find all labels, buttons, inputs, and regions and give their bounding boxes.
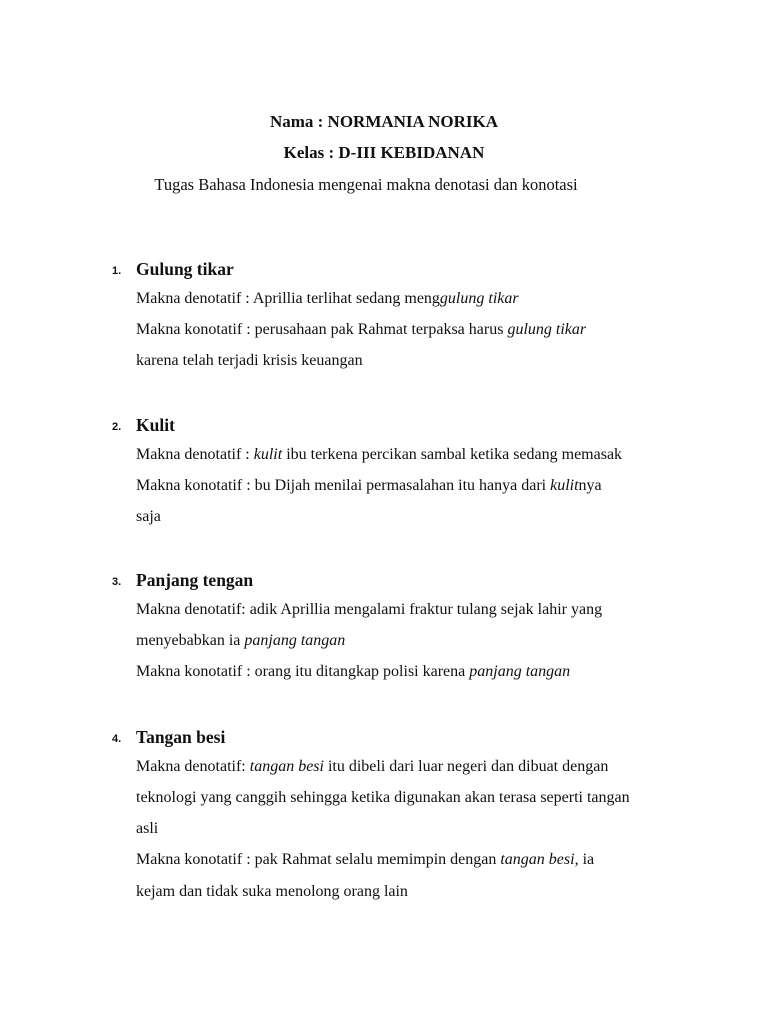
text: kejam dan tidak suka menolong orang lain [136, 883, 408, 900]
text: karena telah terjadi krisis keuangan [136, 352, 363, 369]
text: Makna konotatif : bu Dijah menilai permasalahan itu hanya dari [136, 477, 551, 494]
student-name: Nama : NORMANIA NORIKA [269, 112, 499, 131]
italic-term: gulung tikar [507, 321, 587, 338]
item-number: 1. [112, 265, 122, 277]
italic-term: panjang tangan [469, 663, 571, 680]
text: teknologi yang canggih sehingga ketika digunakan akan terasa seperti tangan [136, 789, 630, 806]
item-number: 3. [112, 576, 122, 588]
connotative-line-cont [136, 883, 408, 901]
item-title: Kulit [136, 415, 175, 435]
text: Makna konotatif : perusahaan pak Rahmat terpaksa harus [136, 321, 508, 338]
italic-term: tangan besi, [500, 851, 579, 868]
assignment-subtitle: Tugas Bahasa Indonesia mengenai makna denotasi dan konotasi [154, 175, 578, 194]
italic-term: kulit [253, 446, 283, 463]
denotative-line-cont [136, 820, 158, 838]
text: nya [578, 477, 602, 494]
text: Makna denotatif: adik Aprillia mengalami fraktur tulang sejak lahir yang [136, 601, 603, 618]
italic-term: tangan besi [249, 758, 324, 775]
connotative-line [136, 477, 602, 495]
text: Makna konotatif : orang itu ditangkap polisi karena [136, 663, 470, 680]
connotative-line-cont [136, 508, 161, 526]
item-title: Gulung tikar [136, 259, 234, 279]
text: Makna denotatif : [136, 446, 254, 463]
text: Makna denotatif: [136, 758, 250, 775]
denotative-line [136, 758, 608, 776]
text: saja [136, 508, 161, 525]
italic-term: panjang tangan [244, 632, 346, 649]
denotative-line [136, 601, 602, 619]
item-number: 4. [112, 733, 122, 745]
denotative-line-cont [136, 632, 345, 650]
denotative-line-cont [136, 789, 630, 807]
connotative-line [136, 851, 594, 869]
italic-term: gulung tikar [439, 290, 519, 307]
denotative-line [136, 446, 622, 464]
connotative-line-cont [136, 352, 363, 370]
text: itu dibeli dari luar negeri dan dibuat dengan [323, 758, 609, 775]
item-title: Panjang tengan [136, 570, 254, 590]
denotative-line [136, 290, 519, 308]
text: Makna konotatif : pak Rahmat selalu memimpin dengan [136, 851, 501, 868]
italic-term: kulit [550, 477, 579, 494]
text: menyebabkan ia [136, 632, 245, 649]
item-title: Tangan besi [136, 727, 226, 747]
text: asli [136, 820, 159, 837]
connotative-line [136, 663, 570, 681]
connotative-line [136, 321, 586, 339]
text: Makna denotatif : Aprillia terlihat sedang meng [136, 290, 440, 307]
text: ibu terkena percikan sambal ketika sedang memasak [282, 446, 623, 463]
text: ia [578, 851, 595, 868]
item-number: 2. [112, 421, 122, 433]
student-class: Kelas : D-III KEBIDANAN [283, 143, 485, 162]
